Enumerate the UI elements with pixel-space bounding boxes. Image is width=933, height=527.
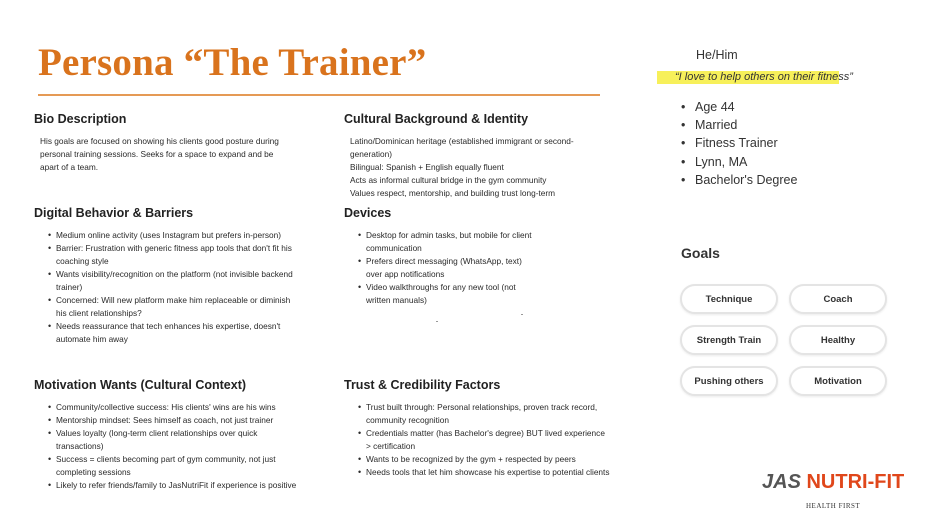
list-item: • Success = clients becoming part of gym community, not just completing sessions — [48, 453, 306, 479]
goal-chip: Pushing others — [680, 366, 778, 396]
list-item: • Credentials matter (has Bachelor's degree) BUT lived experience > certification — [358, 427, 612, 453]
trust-section — [344, 378, 612, 479]
brand-logo — [762, 471, 922, 517]
digital-section — [34, 206, 302, 346]
goal-chip: Healthy — [789, 325, 887, 355]
list-item: • Concerned: Will new platform make him replaceable or diminish his client relationships? — [48, 294, 302, 320]
cultural-line: Acts as informal cultural bridge in the gym community — [350, 175, 547, 185]
fact-age: • Age 44 — [681, 98, 797, 116]
motivation-list — [34, 401, 306, 492]
fact-occupation: • Fitness Trainer — [681, 134, 797, 152]
goal-chip: Motivation — [789, 366, 887, 396]
cultural-line: Latino/Dominican heritage (established immigrant or second-generation) — [350, 136, 574, 159]
persona-facts — [681, 98, 797, 189]
stray-dot — [521, 314, 523, 315]
bio-section — [34, 112, 294, 174]
quote-text: “I love to help others on their fitness” — [675, 71, 853, 83]
logo-part-jas: JAS — [762, 471, 801, 493]
list-item: • Likely to refer friends/family to JasNutriFit if experience is positive — [48, 479, 306, 492]
persona-quote — [657, 69, 879, 87]
list-item: • Desktop for admin tasks, but mobile for client communication — [358, 229, 574, 255]
bio-text: His goals are focused on showing his clients good posture during personal training sessions. Seeks for a space to expand and be apart of a team. — [40, 136, 279, 172]
list-item: • Barrier: Frustration with generic fitness app tools that don't fit his coaching style — [48, 242, 302, 268]
motivation-section — [34, 378, 306, 492]
digital-heading: Digital Behavior & Barriers — [34, 206, 194, 220]
list-item: • Mentorship mindset: Sees himself as coach, not just trainer — [48, 414, 306, 427]
cultural-section — [344, 112, 606, 200]
trust-heading: Trust & Credibility Factors — [344, 378, 501, 392]
goal-chip: Coach — [789, 284, 887, 314]
devices-section — [344, 206, 574, 307]
list-item: • Prefers direct messaging (WhatsApp, text) over app notifications — [358, 255, 574, 281]
goal-chip: Technique — [680, 284, 778, 314]
digital-list — [34, 229, 302, 346]
list-item: • Wants to be recognized by the gym + respected by peers — [358, 453, 612, 466]
logo-wordmark — [762, 471, 904, 494]
list-item: • Wants visibility/recognition on the platform (not invisible backend trainer) — [48, 268, 302, 294]
title-divider — [38, 94, 600, 96]
logo-tagline: HEALTH FIRST — [806, 502, 861, 510]
cultural-line: Bilingual: Spanish + English equally fluent — [350, 162, 504, 172]
list-item: • Needs tools that let him showcase his expertise to potential clients — [358, 466, 612, 479]
trust-list — [344, 401, 612, 479]
page-title: Persona “The Trainer” — [38, 41, 427, 84]
devices-list — [344, 229, 574, 307]
list-item: • Community/collective success: His clients' wins are his wins — [48, 401, 306, 414]
motivation-heading: Motivation Wants (Cultural Context) — [34, 378, 247, 392]
goal-chip: Strength Train — [680, 325, 778, 355]
devices-heading: Devices — [344, 206, 392, 220]
goals-heading: Goals — [681, 245, 720, 261]
list-item: • Values loyalty (long-term client relationships over quick transactions) — [48, 427, 306, 453]
list-item: • Trust built through: Personal relationships, proven track record, community recognition — [358, 401, 612, 427]
bio-heading: Bio Description — [34, 112, 127, 126]
cultural-line: Values respect, mentorship, and building trust long-term — [350, 188, 556, 198]
fact-education: • Bachelor's Degree — [681, 171, 797, 189]
list-item: • Medium online activity (uses Instagram but prefers in-person) — [48, 229, 302, 242]
cultural-heading: Cultural Background & Identity — [344, 112, 529, 126]
fact-location: • Lynn, MA — [681, 153, 797, 171]
list-item: • Video walkthroughs for any new tool (not written manuals) — [358, 281, 574, 307]
list-item: • Needs reassurance that tech enhances his expertise, doesn't automate him away — [48, 320, 302, 346]
stray-dot — [436, 321, 438, 322]
pronouns: He/Him — [696, 48, 738, 62]
logo-part-nutrifit: NUTRI-FIT — [806, 471, 905, 493]
fact-marital: • Married — [681, 116, 797, 134]
